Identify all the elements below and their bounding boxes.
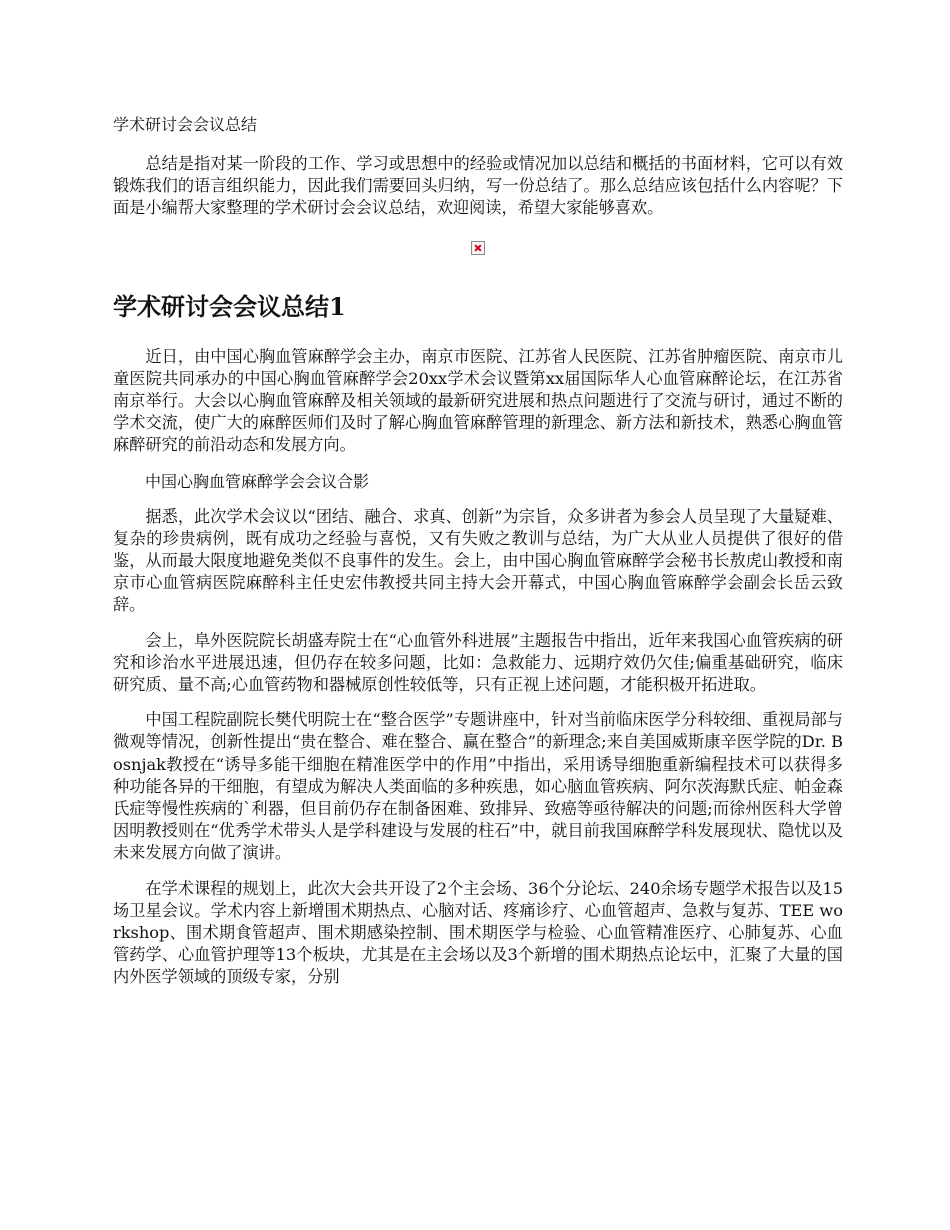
document-title: 学术研讨会会议总结 xyxy=(113,115,258,134)
broken-image-icon xyxy=(471,241,485,255)
body-paragraph-4: 中国工程院副院长樊代明院士在“整合医学”专题讲座中，针对当前临床医学分科较细、重视局部与微观等情况，创新性提出“贵在整合、难在整合、赢在整合”的新理念;来自美国威斯康辛医学院的Dr. Bosnjak教授在“诱导多能干细胞在精准医学中的作用”中指出，采用诱导细胞重新编程技术可以获得多种功能各异的干细胞，有望成为解决人类面临的多种疾患，如心脑血管疾病、阿尔茨海默氏症、帕金森氏症等慢性疾病的`利器，但目前仍存在制备困难、致排异、致癌等亟待解决的问题;而徐州医科大学曾因明教授则在“优秀学术带头人是学科建设与发展的柱石”中，就目前我国麻醉学科发展现状、隐忧以及未来发展方向做了演讲。 xyxy=(113,710,843,863)
photo-caption: 中国心胸血管麻醉学会会议合影 xyxy=(145,471,370,491)
body-paragraph-5: 在学术课程的规划上，此次大会共开设了2个主会场、36个分论坛、240余场专题学术报告以及15场卫星会议。学术内容上新增围术期热点、心脑对话、疼痛诊疗、心血管超声、急救与复苏、TEE workshop、围术期食管超声、围术期感染控制、围术期医学与检验、心血管精准医疗、心肺复苏、心血管药学、心血管护理等13个板块，尤其是在主会场以及3个新增的围术期热点论坛中，汇聚了大量的国内外医学领域的顶级专家，分别 xyxy=(113,878,843,987)
document-page xyxy=(113,112,843,1002)
body-paragraph-2: 据悉，此次学术会议以“团结、融合、求真、创新”为宗旨，众多讲者为参会人员呈现了大量疑难、复杂的珍贵病例，既有成功之经验与喜悦，又有失败之教训与总结，为广大从业人员提供了很好的借鉴，从而最大限度地避免类似不良事件的发生。会上，由中国心胸血管麻醉学会秘书长敖虎山教授和南京市心血管病医院麻醉科主任史宏伟教授共同主持大会开幕式，中国心胸血管麻醉学会副会长岳云致辞。 xyxy=(113,506,843,615)
body-paragraph-3: 会上，阜外医院院长胡盛寿院士在“心血管外科进展”主题报告中指出，近年来我国心血管疾病的研究和诊治水平进展迅速，但仍存在较多问题，比如：急救能力、远期疗效仍欠佳;偏重基础研究，临床研究质、量不高;心血管药物和器械原创性较低等，只有正视上述问题，才能积极开拓进取。 xyxy=(113,630,843,695)
body-paragraph-1: 近日，由中国心胸血管麻醉学会主办，南京市医院、江苏省人民医院、江苏省肿瘤医院、南京市儿童医院共同承办的中国心胸血管麻醉学会20xx学术会议暨第xx届国际华人心血管麻醉论坛，在江苏省南京举行。大会以心胸血管麻醉及相关领域的最新研究进展和热点问题进行了交流与研讨，通过不断的学术交流，使广大的麻醉医师们及时了解心胸血管麻醉管理的新理念、新方法和新技术，熟悉心胸血管麻醉研究的前沿动态和发展方向。 xyxy=(113,346,843,455)
intro-paragraph: 总结是指对某一阶段的工作、学习或思想中的经验或情况加以总结和概括的书面材料，它可以有效锻炼我们的语言组织能力，因此我们需要回头归纳，写一份总结了。那么总结应该包括什么内容呢？下面是小编帮大家整理的学术研讨会会议总结，欢迎阅读，希望大家能够喜欢。 xyxy=(113,154,843,218)
section-heading: 学术研讨会会议总结1 xyxy=(113,291,346,321)
image-placeholder xyxy=(113,240,843,258)
